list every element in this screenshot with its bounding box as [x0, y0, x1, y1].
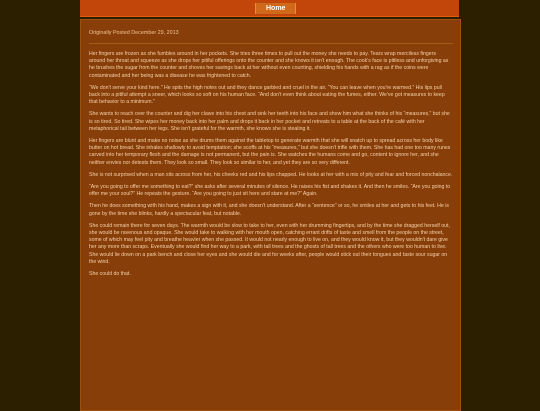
paragraph: “We don't serve your kind here.” He spits the high notes out and they dance garbled and cruel in the air. “You can leave when you're warmed.” His lips pull back into a pitiful attempt a sneer, which looks so soft on his human face. “And don't even think about eating the fumes, either. We've got measures to keep that behavior to a minimum.” — [89, 84, 445, 106]
post-panel — [80, 19, 461, 411]
post-date: Originally Posted December 29, 2013 — [89, 30, 179, 36]
top-navigation-bar — [80, 0, 459, 17]
paragraph: She could do that. — [89, 271, 131, 278]
paragraph: She is not surprised when a man sits across from her, his cheeks red and his lips chapped. He looks at her with a mix of pity and fear and forced nonchalance. — [89, 171, 453, 178]
nav-home-link[interactable]: Home — [255, 3, 296, 14]
post-content — [89, 30, 453, 283]
paragraph: She wants to reach over the counter and dig her claws into his chest and sink her teeth into his face and show him what she thinks of his “measures,” but she is so tired. So tired. She wipes her money back into her palm and drops it back in her pocket and retreats to a table at the back of the café with her metaphorical tail between her legs. She isn't grateful for the warmth, she knows she is stealing it. — [89, 111, 450, 132]
paragraph: She could remain there for seven days. The warmth would be slow to take to her, even with her drumming fingertips, and by the time she dragged herself out, she would be ravenous and opaque. She would take to walking with her mouth open, catching errant drifts of taste and smell from the people on the street, some of which may feel pity and breathe heavier when she passed. It would not nearly enough to live on, and they would know it, but they wouldn't dare give her any more than scraps. Eventually she would find her way to a park, with tall trees and the ghosts of tall trees and the others who were too human to live. She would lie down on a park bench and close her eyes and she would die and for weeks after, people would stick out their tongues and taste sour sugar on the wind. — [89, 222, 450, 265]
divider — [89, 43, 453, 44]
paragraph: “Are you going to offer me something to eat?” she asks after several minutes of silence. He raises his fist and shakes it. And then he smiles. “Are you going to offer me your soul?” He repeats the gesture. “Are you going to just sit here and stare at me?” Again. — [89, 184, 451, 198]
paragraph: Then he does something with his hand, makes a sign with it, and she doesn't understand. After a “sentence” or so, he smiles at her and gets to his feet. He is gone by the time she blinks, hardly a spectacular feat, but notable. — [89, 203, 449, 217]
paragraph: Her fingers are blunt and make no noise as she drums them against the tabletop to generate warmth that she will snatch up to spread across her body like butter on hot bread. She inhales shallowly to avoid temptation; she scoffs at his “measures,” but she doesn't trifle with them. She has had one too many runes carved into her temporary flesh and the damage is not permanent, but the pain is. She watches the humans come and go, content to ignore her, and she neither envies nor detests them. They look so small. They look so similar to her, and yet they are so very different. — [89, 138, 451, 166]
paragraph: Her fingers are frozen as she fumbles around in her pockets. She tries three times to pull out the money she needs to pay. Tears wrap merciless fingers around her throat and squeeze as she drops her pitiful offerings onto the counter and she knows it isn't enough. The cook's face is pitiless and unforgiving as he brushes the sugar from the counter and shoves her savings back at her without even counting, shielding his hands with a rag as if the coins were contaminated and her being was a disease he was frightened to catch. — [89, 51, 449, 79]
